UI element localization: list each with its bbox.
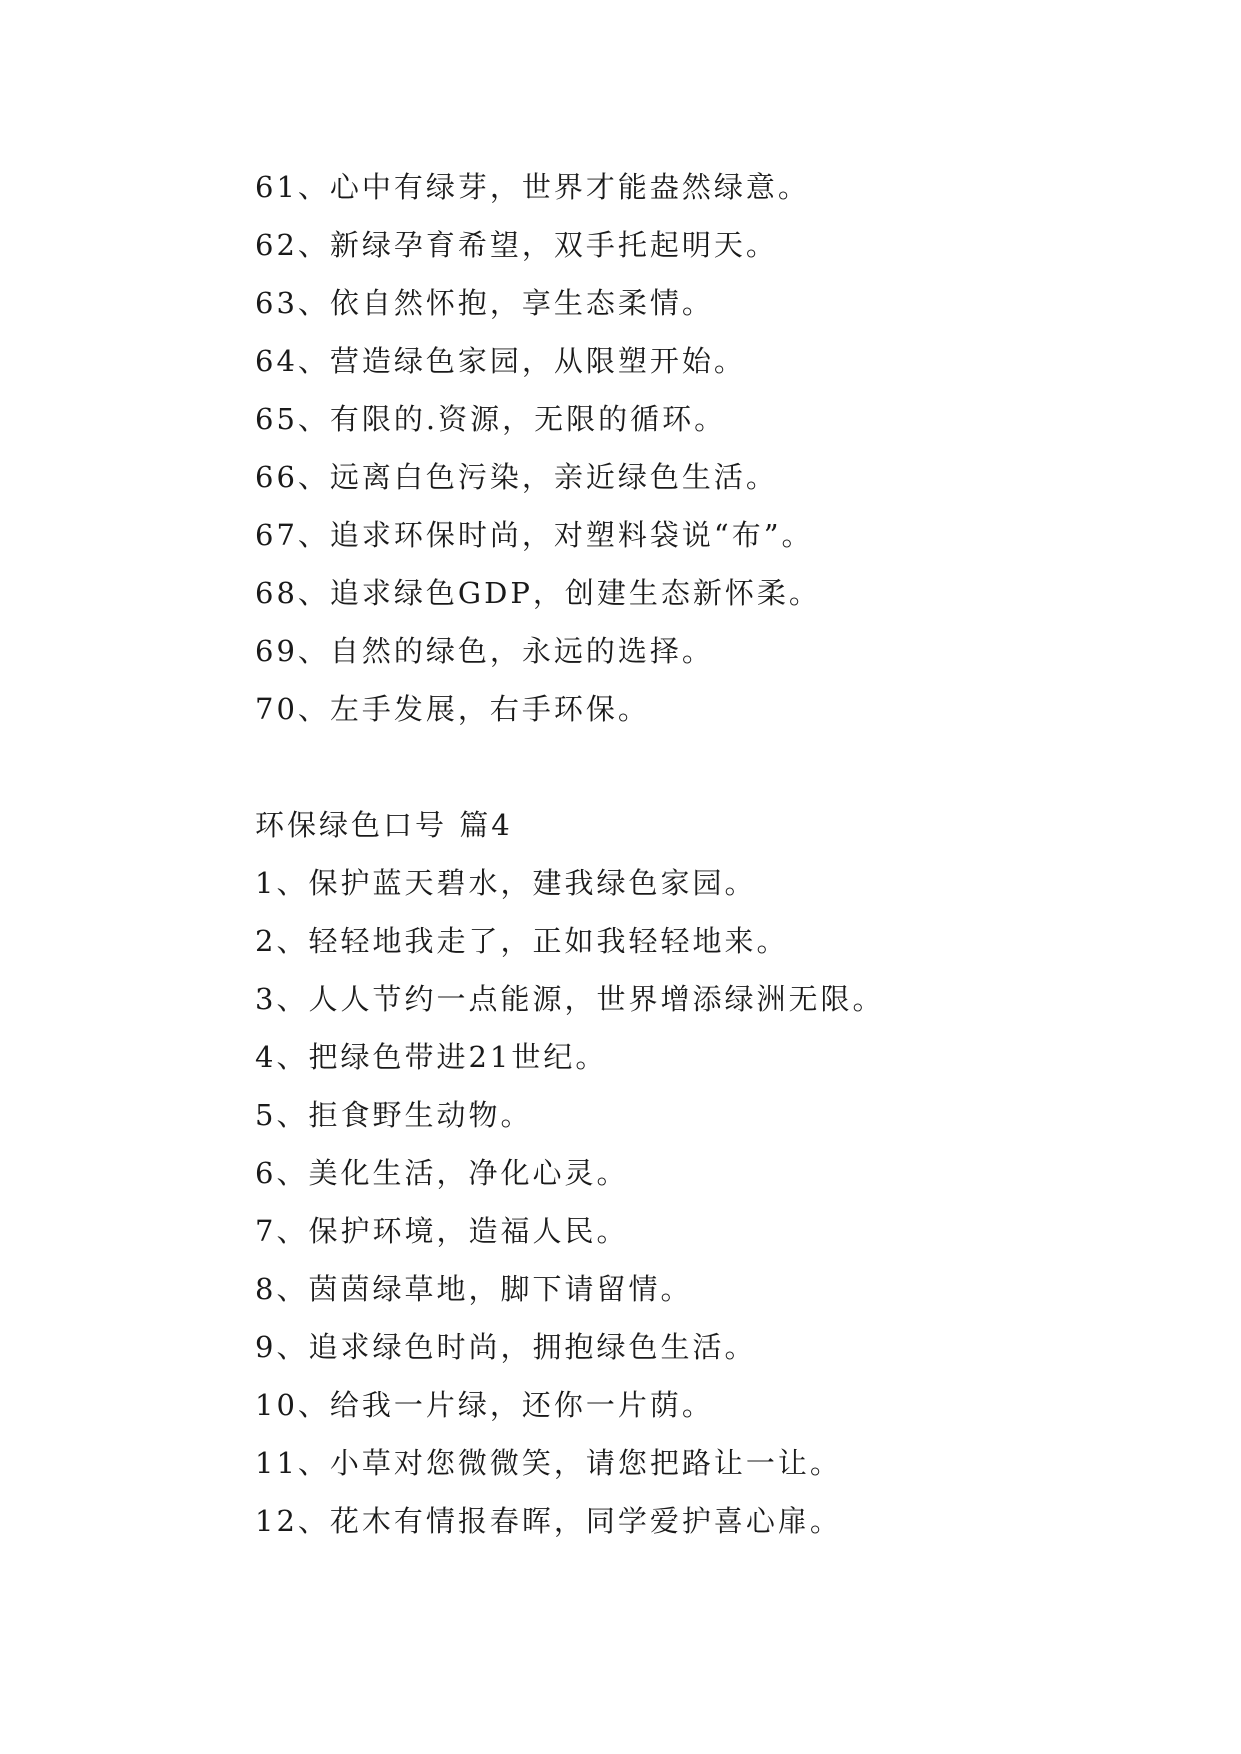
list-item: 11、小草对您微微笑，请您把路让一让。 <box>255 1446 842 1480</box>
list-item: 66、远离白色污染，亲近绿色生活。 <box>255 460 778 494</box>
list-item: 7、保护环境，造福人民。 <box>255 1214 629 1248</box>
list-item: 3、人人节约一点能源，世界增添绿洲无限。 <box>255 982 885 1016</box>
list-item: 65、有限的.资源，无限的循环。 <box>255 402 727 436</box>
list-item: 70、左手发展，右手环保。 <box>255 692 650 726</box>
list-item: 8、茵茵绿草地，脚下请留情。 <box>255 1272 693 1306</box>
list-item: 2、轻轻地我走了，正如我轻轻地来。 <box>255 924 789 958</box>
list-item: 61、心中有绿芽，世界才能盎然绿意。 <box>255 170 810 204</box>
list-item: 9、追求绿色时尚，拥抱绿色生活。 <box>255 1330 757 1364</box>
list-item: 63、依自然怀抱，享生态柔情。 <box>255 286 714 320</box>
list-item: 12、花木有情报春晖，同学爱护喜心扉。 <box>255 1504 842 1538</box>
list-item: 69、自然的绿色，永远的选择。 <box>255 634 714 668</box>
list-item: 10、给我一片绿，还你一片荫。 <box>255 1388 714 1422</box>
list-item: 67、追求环保时尚，对塑料袋说“布”。 <box>255 518 814 552</box>
list-item: 62、新绿孕育希望，双手托起明天。 <box>255 228 778 262</box>
section-heading: 环保绿色口号 篇4 <box>255 808 513 842</box>
list-item: 64、营造绿色家园，从限塑开始。 <box>255 344 746 378</box>
list-item: 4、把绿色带进21世纪。 <box>255 1040 608 1074</box>
list-item: 6、美化生活，净化心灵。 <box>255 1156 629 1190</box>
list-item: 68、追求绿色GDP，创建生态新怀柔。 <box>255 576 821 610</box>
document-content <box>255 158 1155 1550</box>
list-item: 1、保护蓝天碧水，建我绿色家园。 <box>255 866 757 900</box>
list-item: 5、拒食野生动物。 <box>255 1098 533 1132</box>
